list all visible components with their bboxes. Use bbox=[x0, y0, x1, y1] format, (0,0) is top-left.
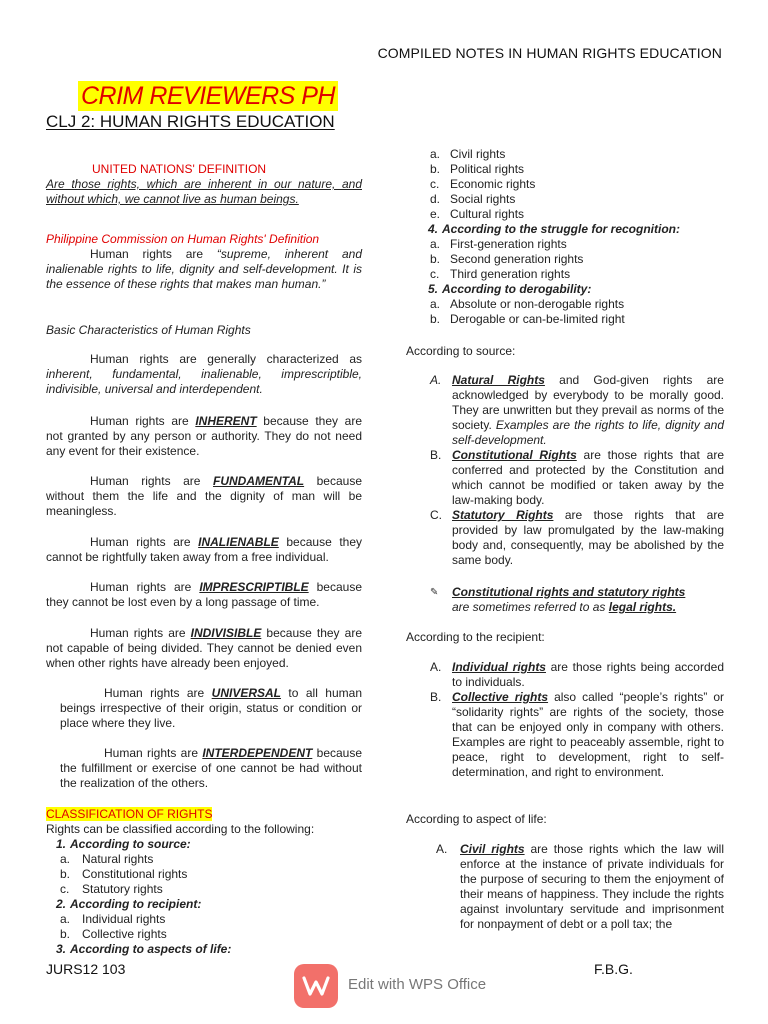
list-item: a. Civil rights bbox=[430, 147, 506, 161]
basic-heading: Basic Characteristics of Human Rights bbox=[46, 323, 251, 337]
life-item-civil: A. Civil rights are those rights which the law will enforce at the instance of private individuals for the purpose of securing to them the enjoyment of their means of happiness. They include the rights against involuntary servitude and imprisonment for nonpayment of debt or a poll tax; the bbox=[436, 842, 724, 931]
source-item-statutory: C. Statutory Rights are those rights that are provided by law promulgated by the law-making body and, consequently, may be abolished by the same body. bbox=[430, 508, 724, 567]
group-struggle: 4. According to the struggle for recognition: bbox=[428, 222, 680, 236]
list-item: c. Statutory rights bbox=[60, 882, 163, 896]
source-heading: According to source: bbox=[406, 344, 516, 358]
group-source: 1. According to source: bbox=[56, 837, 191, 851]
source-list bbox=[406, 373, 724, 568]
life-list bbox=[406, 842, 724, 932]
phil-text: Human rights are “supreme, inherent and inalienable rights to life, dignity and self-development. It is the essence of these rights that makes man human.” bbox=[46, 247, 362, 291]
char-imprescriptible: Human rights are IMPRESCRIPTIBLE because they cannot be lost even by a long passage of time. bbox=[46, 580, 363, 609]
course-title: CLJ 2: HUMAN RIGHTS EDUCATION bbox=[46, 112, 335, 131]
note-bullet-icon: ✎ bbox=[430, 587, 439, 598]
classification-section bbox=[46, 807, 362, 957]
phil-definition bbox=[46, 232, 362, 292]
list-item: c. Economic rights bbox=[430, 177, 536, 191]
footer-initials: F.B.G. bbox=[594, 961, 633, 977]
classification-intro: Rights can be classified according to the following: bbox=[46, 822, 315, 836]
list-item: b. Collective rights bbox=[60, 927, 167, 941]
brand-title: CRIM REVIEWERS PH bbox=[78, 81, 338, 111]
source-item-natural: A. Natural Rights and God-given rights are acknowledged by everybody to be morally good. They are unwritten but they prevail as norms of the society. Examples are the rights to life, dignity and self-development. bbox=[430, 373, 724, 447]
group-recipient: 2. According to recipient: bbox=[56, 897, 202, 911]
list-item: c. Third generation rights bbox=[430, 267, 571, 281]
list-item: b. Political rights bbox=[430, 162, 525, 176]
footer-course-code: JURS12 103 bbox=[46, 961, 126, 977]
list-item: a. Natural rights bbox=[60, 852, 154, 866]
document-header: COMPILED NOTES IN HUMAN RIGHTS EDUCATION bbox=[377, 45, 722, 61]
phil-heading: Philippine Commission on Human Rights' Definition bbox=[46, 232, 320, 246]
legal-rights-note: ✎ Constitutional rights and statutory rights are sometimes referred to as legal rights. bbox=[430, 585, 686, 614]
classification-continued bbox=[406, 147, 724, 327]
recipient-item-individual: A. Individual rights are those rights being accorded to individuals. bbox=[430, 660, 724, 689]
classification-heading: CLASSIFICATION OF RIGHTS bbox=[46, 807, 213, 821]
recipient-item-collective: B. Collective rights also called “people’s rights” or “solidarity rights” are rights of the society, those that can be enjoyed only in company with others. Examples are right to peaceably assemble, right to peace, right to development, right to self-determination, and right to environment. bbox=[430, 690, 724, 779]
list-item: b. Derogable or can-be-limited right bbox=[430, 312, 625, 326]
char-inherent: Human rights are INHERENT because they are not granted by any person or authority. They do not need any event for their existence. bbox=[46, 414, 362, 458]
un-definition bbox=[46, 162, 362, 207]
basic-intro: Human rights are generally characterized as inherent, fundamental, inalienable, imprescriptible, indivisible, universal and interdependent. bbox=[46, 352, 362, 396]
list-item: a. Absolute or non-derogable rights bbox=[430, 297, 625, 311]
un-text: Are those rights, which are inherent in our nature, and without which, we cannot live as human beings. bbox=[46, 177, 362, 206]
recipient-heading: According to the recipient: bbox=[406, 630, 545, 644]
char-universal: Human rights are UNIVERSAL to all human beings irrespective of their origin, status or condition or place where they live. bbox=[60, 686, 362, 730]
char-fundamental: Human rights are FUNDAMENTAL because without them the life and the dignity of man will be meaningless. bbox=[46, 474, 362, 518]
list-item: e. Cultural rights bbox=[430, 207, 525, 221]
list-item: b. Second generation rights bbox=[430, 252, 584, 266]
un-heading: UNITED NATIONS' DEFINITION bbox=[92, 162, 267, 176]
list-item: b. Constitutional rights bbox=[60, 867, 188, 881]
life-heading: According to aspect of life: bbox=[406, 812, 547, 826]
edit-with-wps-link[interactable]: Edit with WPS Office bbox=[348, 976, 487, 993]
char-interdependent: Human rights are INTERDEPENDENT because the fulfillment or exercise of one cannot be had without the realization of the others. bbox=[60, 746, 363, 790]
group-derogability: 5. According to derogability: bbox=[428, 282, 592, 296]
list-item: a. Individual rights bbox=[60, 912, 166, 926]
list-item: d. Social rights bbox=[430, 192, 516, 206]
group-aspects: 3. According to aspects of life: bbox=[56, 942, 232, 956]
char-indivisible: Human rights are INDIVISIBLE because they are not capable of being divided. They cannot be denied even when other rights have already been enjoyed. bbox=[46, 626, 362, 670]
wps-w-icon[interactable] bbox=[294, 964, 338, 1008]
char-inalienable: Human rights are INALIENABLE because they cannot be rightfully taken away from a free individual. bbox=[46, 535, 363, 564]
list-item: a. First-generation rights bbox=[430, 237, 567, 251]
recipient-list bbox=[406, 660, 724, 780]
source-item-constitutional: B. Constitutional Rights are those rights that are conferred and protected by the Constitution and which cannot be modified or taken away by the law-making body. bbox=[430, 448, 724, 507]
